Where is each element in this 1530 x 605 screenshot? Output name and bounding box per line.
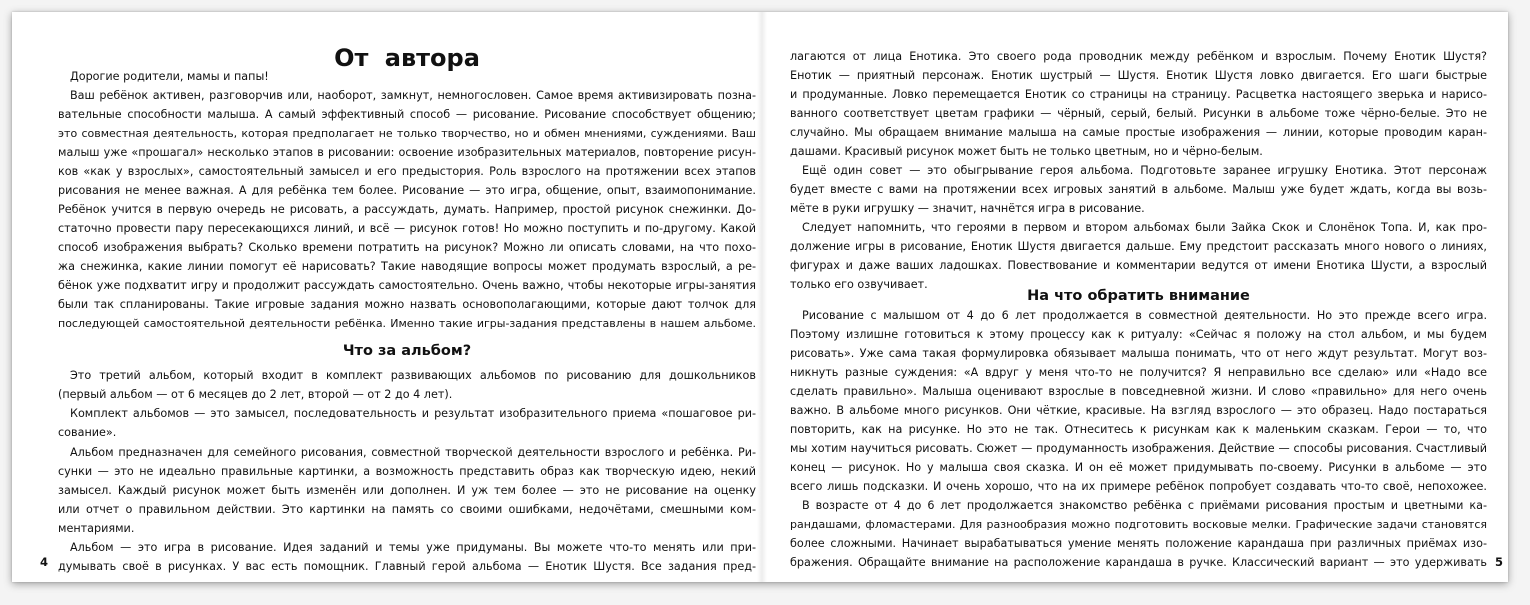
text-line: (первый альбом — от 6 месяцев до 2 лет, второй — от 2 до 4 лет). <box>58 388 453 401</box>
book-fold <box>757 12 767 582</box>
text-line: Ваш ребёнок активен, разговорчив или, наоборот, замкнут, немногословен. Самое время активизировать позна- <box>70 89 756 102</box>
text-line: Енотик — приятный персонаж. Енотик шустрый — Шустя. Енотик Шустя ловко двигается. Его шаги быстрые <box>790 69 1487 82</box>
page-number: 5 <box>1495 555 1504 569</box>
text-line: фигурах и даже ваших ладошках. Повествование и комментарии ведутся от имени Енотика Шусти, а взрослый <box>790 259 1487 272</box>
text-line: Поэтому излишне готовиться к этому процессу как к ритуалу: «Сейчас я положу на стол альбом, и мы будем <box>790 328 1487 341</box>
text-line: рандашами, фломастерами. Для разнообразия можно подготовить восковые мелки. Графические задачи становятся <box>790 518 1487 531</box>
text-line: В возрасте от 4 до 6 лет продолжается знакомство ребёнка с приёмами рисования простым и цветными ка- <box>802 499 1487 512</box>
text-line: лагаются от лица Енотика. Это своего рода проводник между ребёнком и взрослым. Почему Енотик Шустя? <box>790 50 1487 63</box>
text-line: Рисование с малышом от 4 до 6 лет продолжается в совместной деятельности. Но это прежде всего игра. <box>802 309 1487 322</box>
section-heading: Что за альбом? <box>342 343 472 359</box>
text-line: сование». <box>58 426 117 439</box>
text-line: бражения. Обращайте внимание на расположение карандаша в ручке. Классический вариант — это удерживать <box>790 556 1487 569</box>
text-line: или отчет о правильном действии. Это картинки на память со своими ошибками, недочётами, смешными ком- <box>58 503 756 516</box>
text-line: важно. В альбоме много рисунков. Они чёткие, красивые. На взгляд взрослого — это образец. Надо постараться <box>790 404 1487 417</box>
text-line: случайно. Мы обращаем внимание малыша на самые простые изображения — линии, которые проводим каран- <box>790 126 1487 139</box>
text-line: Альбом — это игра в рисование. Идея заданий и темы уже придуманы. Вы можете что-то менять или при- <box>70 541 756 554</box>
text-line: Следует напомнить, что героями в первом и втором альбомах были Зайка Скок и Слонёнок Топа. И, как про- <box>802 221 1487 234</box>
text-line: были так спланированы. Такие игровые задания можно назвать основополагающими, которые дают толчок для <box>58 298 756 311</box>
text-line: сделать правильно». Малыша оценивают взрослые в повседневной жизни. И слово «правильно» для него очень <box>790 385 1487 398</box>
text-line: рисовать». Уже сама такая формулировка обязывает малыша понимать, что от него ждут результат. Могут воз- <box>790 347 1487 360</box>
section-heading: На что обратить внимание <box>1027 288 1250 304</box>
page-number: 4 <box>40 555 49 569</box>
text-line: думывать своё в рисунках. У вас есть помощник. Главный герой альбома — Енотик Шустя. Все задания пред- <box>58 560 756 573</box>
text-line: ванного соответствует цветам графики — чёрный, серый, белый. Рисунки в альбоме тоже чёрно-белые. Это не <box>790 107 1487 120</box>
text-line: Ещё один совет — это обыгрывание героя альбома. Подготовьте заранее игрушку Енотика. Этот персонаж <box>802 164 1487 177</box>
text-line: вательные способности малыша. А самый эффективный способ — рисование. Рисование способствует общению; <box>58 108 756 121</box>
text-line: должение игры в рисование, Енотик Шустя двигается дальше. Ему предстоит рассказать много нового о линиях, <box>790 240 1487 253</box>
text-line: рисования не менее важная. А для ребёнка тем более. Рисование — это игра, общение, опыт, взаимопонимание. <box>58 184 756 197</box>
text-line: Альбом предназначен для семейного рисования, совместной творческой деятельности взрослого и ребёнка. Ри- <box>70 446 756 459</box>
text-line: всего лишь подсказки. И очень хорошо, что на их примере ребёнок попробует создавать что-то своё, непохожее. <box>790 480 1487 493</box>
right-page <box>790 12 1504 582</box>
left-page <box>40 12 756 582</box>
text-line: малыш уже «прошагал» несколько этапов в рисовании: освоение изобразительных материалов, повторение рисун- <box>58 146 756 159</box>
text-line: никнуть разные суждения: «А вдруг у меня что-то не получится? Я неправильно все сделаю» или «Надо все <box>790 366 1487 379</box>
text-line: Ребёнок учится в первую очередь не рисовать, а рассуждать, думать. Например, простой рисунок снежинки. До- <box>58 203 756 216</box>
text-line: ков «как у взрослых», самостоятельный замысел и его предыстория. Роль взрослого на протяжении всех этапов <box>58 165 756 178</box>
text-line: замысел. Каждый рисунок может быть изменён или дополнен. И уж тем более — это не рисование на оценку <box>58 484 756 497</box>
text-line: дашами. Красивый рисунок может быть не только цветным, но и чёрно-белым. <box>790 145 1263 158</box>
text-line: ментариями. <box>58 522 135 535</box>
text-line: конец — рисунок. Но у малыша своя сказка. И он её может придумывать по-своему. Рисунки в альбоме — это <box>790 461 1487 474</box>
text-line: Это третий альбом, который входит в комплект развивающих альбомов по рисованию для дошкольников <box>70 369 756 382</box>
page-title: От автора <box>334 44 480 72</box>
text-line: и продуманные. Ловко перемещается Енотик со страницы на страницу. Расцветка настоящего зверька и нарисо- <box>790 88 1487 101</box>
book-spread <box>12 12 1508 582</box>
text-line: статочно провести пару пересекающихся линий, и всё — рисунок готов! Но можно поступить и по-другому. Какой <box>58 222 756 235</box>
text-line: Комплект альбомов — это замысел, последовательность и результат изобразительного приема «пошаговое ри- <box>70 407 756 420</box>
text-line: будет вместе с вами на протяжении всех игровых занятий в альбоме. Малыш уже будет ждать, когда вы возь- <box>790 183 1487 196</box>
text-line: повторить, как на рисунке. Но это не так. Отнеситесь к рисункам как к маленьким сказкам. Герои — то, что <box>790 423 1487 436</box>
text-line: сунки — это не идеально правильные картинки, а возможность представить образ как творческую идею, некий <box>58 465 756 478</box>
text-line: мёте в руки игрушку — значит, начнётся игра в рисование. <box>790 202 1145 215</box>
text-line: способ изображения выбрать? Сколько времени потратить на рисунок? Можно ли описать словами, на что похо- <box>58 241 756 254</box>
text-line: жа снежинка, какие линии помогут её нарисовать? Такие наводящие вопросы может продумать взрослый, а ре- <box>58 260 756 273</box>
text-line: более сложными. Начинает вырабатываться умение менять положение карандаша при различных приёмах изо- <box>790 537 1487 550</box>
text-line: бёнок уже подхватит игру и продолжит рассуждать самостоятельно. Очень важно, чтобы некоторые игры-занятия <box>58 279 756 292</box>
text-line: мы хотим научиться рисовать. Сюжет — продуманность изображения. Действие — способы рисования. Счастливый <box>790 442 1487 455</box>
text-line: это совместная деятельность, которая предполагает не только творчество, но и обмен мнениями, суждениями. Ваш <box>58 127 756 140</box>
text-line: только его озвучивает. <box>790 278 928 291</box>
text-line: Дорогие родители, мамы и папы! <box>70 70 269 83</box>
text-line: последующей самостоятельной деятельности ребёнка. Именно такие игры-задания представлены в нашем альбоме. <box>58 317 756 330</box>
